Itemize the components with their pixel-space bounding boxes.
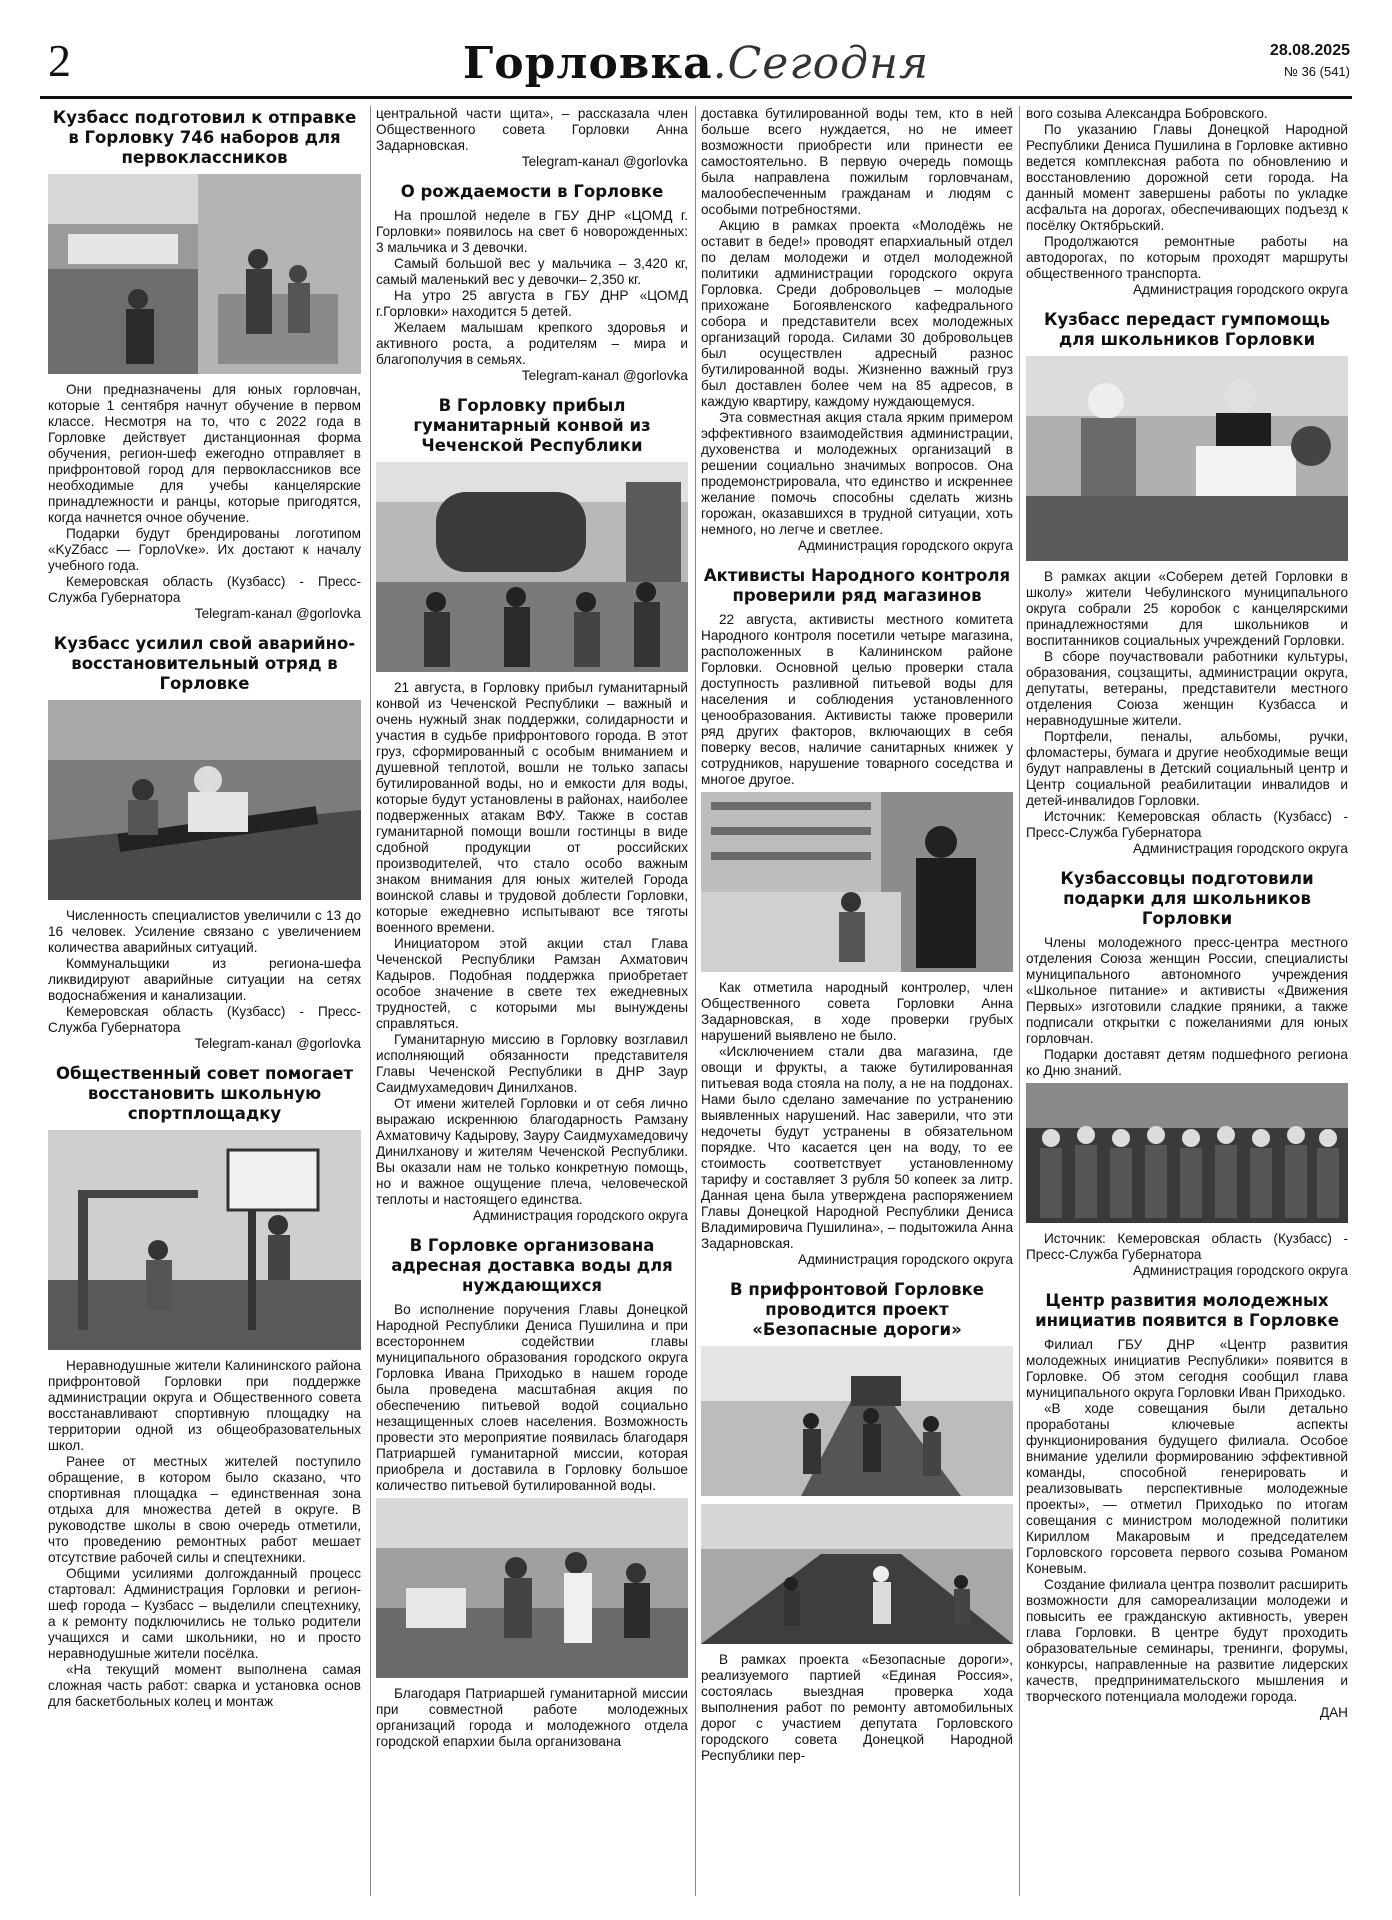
article-paragraph: Общими усилиями долгожданный процесс стартовал: Администрация Горловки и регион-шеф города – Кузбасс – выделили спецтехнику, а к ремонту подключились не только родители учащихся и сами школьники, но и просто неравнодушные жители посёлка. xyxy=(48,1566,361,1661)
photo-road-works xyxy=(701,1504,1013,1644)
photo-volunteers-packing xyxy=(48,174,361,374)
article-source: Telegram-канал @gorlovka xyxy=(521,154,688,169)
article-paragraph: Продолжаются ремонтные работы на автодорогах, по которым проходят маршруты общественного транспорта. xyxy=(1026,234,1348,281)
article-paragraph: 22 августа, активисты местного комитета Народного контроля посетили четыре магазина, расположенных в Калининском районе Горловки. Основной целью проверки стала доступность разливной питьевой воды для населения и соблюдения установленного ценообразования. Активисты также проверили ряд других факторов, включающих в себя поверку весов, наличие санитарных книжек у сотрудников, нарушение товарного соседства и многое другое. xyxy=(701,612,1013,787)
article-title: Кузбасс подготовил к отправке в Горловку 746 наборов для первоклассников xyxy=(52,108,357,167)
column-2 xyxy=(376,106,688,1896)
article-source: Администрация городского округа xyxy=(1132,1263,1348,1278)
photo-store-inspection xyxy=(701,792,1013,972)
article-paragraph: Ранее от местных жителей поступило обращение, в котором было сказано, что спортивная площадка – единственная зона отдыха для множества детей в округе. В руководстве школы в свою очередь отметили, что проведению ремонтных работ мешает отсутствие рабочей силы и спецтехники. xyxy=(48,1454,361,1565)
article-paragraph: На прошлой неделе в ГБУ ДНР «ЦОМД г. Горловки» появилось на свет 6 новорожденных: 3 мальчика и 3 девочки. xyxy=(376,208,688,255)
article-source: Администрация городского округа xyxy=(1132,282,1348,297)
column-divider xyxy=(370,106,371,1896)
column-4 xyxy=(1026,106,1348,1896)
article-paragraph: центральной части щита», – рассказала член Общественного совета Горловки Анна Задарновская. xyxy=(376,106,688,153)
article-paragraph: доставка бутилированной воды тем, кто в ней больше всего нуждается, но не имеет возможности приобрести или принести ее самостоятельно. В первую очередь помощь была направлена пожилым горловчанам, малообеспеченным гражданам и людям с особыми потребностями. xyxy=(701,106,1013,217)
article-paragraph: Эта совместная акция стала ярким примером эффективного взаимодействия администрации, духовенства и молодежных организаций в решении социально значимых вопросов. Она продемонстрировала, что единство и искреннее желание помочь способны сделать жизнь горожан, оказавшихся в трудной ситуации, хоть немного, но легче и светлее. xyxy=(701,410,1013,537)
article-paragraph: Коммунальщики из региона-шефа ликвидируют аварийные ситуации на сетях водоснабжения и канализации. xyxy=(48,956,361,1003)
photo-road-check xyxy=(701,1346,1013,1496)
page-number: 2 xyxy=(48,35,71,86)
column-1 xyxy=(48,106,361,1896)
article-paragraph: Кемеровская область (Кузбасс) - Пресс-Служба Губернатора xyxy=(48,1004,361,1035)
article-paragraph: Источник: Кемеровская область (Кузбасс) - Пресс-Служба Губернатора xyxy=(1026,809,1348,840)
masthead xyxy=(40,30,1352,100)
article-paragraph: Члены молодежного пресс-центра местного отделения Союза женщин России, специалисты муниципального автономного учреждения «Школьное питание» и активисты «Движения Первых» изготовили сладкие пряники, а также подписали открытки с пожеланиями для юных горловчан. xyxy=(1026,935,1348,1046)
article-paragraph: По указанию Главы Донецкой Народной Республики Дениса Пушилина в Горловке активно ведется комплексная работа по обновлению и восстановлению дорожной сети города. На данный момент завершены работы по укладке асфальта на дорогах, обеспечивающих подъезд к посёлку Октябрьский. xyxy=(1026,122,1348,233)
article-title: В Горловке организована адресная доставка воды для нуждающихся xyxy=(391,1236,673,1295)
article-paragraph: Они предназначены для юных горловчан, которые 1 сентября начнут обучение в первом классе. Несмотря на то, что с 2022 года в Горловке действует дистанционная форма обучения, регион-шеф ежегодно отправляет в прифронтовой город для первоклассников все необходимые для учебы канцелярские принадлежности и ранцы, которые пригодятся, когда начнется очное обучение. xyxy=(48,382,361,525)
header-rule xyxy=(40,96,1352,99)
article-paragraph: Кемеровская область (Кузбасс) - Пресс-Служба Губернатора xyxy=(48,574,361,605)
column-divider xyxy=(695,106,696,1896)
article-paragraph: вого созыва Александра Бобровского. xyxy=(1026,106,1268,121)
article-paragraph: Подарки будут брендированы логотипом «KyZбасс — ГорлоVке». Их достают к началу учебного года. xyxy=(48,526,361,573)
article-title: О рождаемости в Горловке xyxy=(400,182,664,201)
article-source: Администрация городского округа xyxy=(797,1252,1013,1267)
article-paragraph: Инициатором этой акции стал Глава Чеченской Республики Рамзан Ахматович Кадыров. Подобная поддержка приобретает особое значение в свете тех ежедневных трудностей, с которыми мы вынуждены справляться. xyxy=(376,936,688,1031)
article-paragraph: От имени жителей Горловки и от себя лично выражаю искреннюю благодарность Рамзану Ахматовичу Кадырову, Зауру Саидмухамедовичу Динилханову и жителям Чеченской Республики. Вы оказали нам не только конкретную помощь, но и важное ощущение плеча, человеческой теплоты и настоящего единства. xyxy=(376,1096,688,1207)
column-divider xyxy=(1019,106,1020,1896)
article-paragraph: Неравнодушные жители Калининского района прифронтовой Горловки при поддержке администрации округа и Общественного совета восстанавливают спортивную площадку на территории одной из общеобразовательных школ. xyxy=(48,1358,361,1453)
article-paragraph: Самый большой вес у мальчика – 3,420 кг, самый маленький вес у девочки– 2,350 кг. xyxy=(376,256,688,287)
title-italic: .Сегодня xyxy=(712,38,930,89)
photo-sports-ground xyxy=(48,1130,361,1350)
photo-group-with-gifts xyxy=(1026,1083,1348,1223)
issue-number: № 36 (541) xyxy=(1284,64,1350,79)
article-source: Telegram-канал @gorlovka xyxy=(194,1036,361,1051)
article-paragraph: Акцию в рамках проекта «Молодёжь не оставит в беде!» проводят епархиальный отдел по делам молодежи и отдел молодежной политики администрации городского округа Горловка. Среди добровольцев – молодые прихожане Богоявленского кафедрального собора и представители всех молодежных организаций города. Силами 30 добровольцев был осуществлен адресный разнос бутилированной воды. Жизненно важный груз был доставлен более чем на 85 адресов, в каждую квартиру, каждому нуждающемуся. xyxy=(701,218,1013,409)
article-paragraph: Численность специалистов увеличили с 13 до 16 человек. Усиление связано с увеличением количества аварийных ситуаций. xyxy=(48,908,361,955)
article-paragraph: На утро 25 августа в ГБУ ДНР «ЦОМД г.Горловки» находится 5 детей. xyxy=(376,288,688,319)
article-source: ДАН xyxy=(1319,1705,1348,1720)
article-paragraph: Как отметила народный контролер, член Общественного совета Горловки Анна Задарновская, в ходе проверки грубых нарушений выявлено не было. xyxy=(701,980,1013,1043)
column-3 xyxy=(701,106,1013,1896)
article-paragraph: В сборе поучаствовали работники культуры, образования, соцзащиты, администрации округа, депутаты, ветераны, представители местного отделения Союза женщин Кузбасса и неравнодушные жители. xyxy=(1026,649,1348,728)
article-paragraph: «На текущий момент выполнена самая сложная часть работ: сварка и установка основ для баскетбольных колец и монтаж xyxy=(48,1662,361,1709)
issue-date: 28.08.2025 xyxy=(1269,42,1350,59)
title-main: Горловка xyxy=(462,38,713,89)
article-title: В Горловку прибыл гуманитарный конвой из Чеченской Республики xyxy=(413,396,651,455)
photo-school-supplies xyxy=(1026,356,1348,561)
article-paragraph: 21 августа, в Горловку прибыл гуманитарный конвой из Чеченской Республики – важный и очень нужный знак поддержки, солидарности и участия в судьбе прифронтового города. В этот груз, сформированный с особым вниманием и душевной теплотой, вошли не только запасы бутилированной воды, но и емкости для воды, которые будут установлены в районах, наиболее подверженных атакам ВФУ. Также в состав гуманитарной помощи вошли гостинцы в виде сдобной продукции от российских производителей, что стало особо важным знаком внимания для юных жителей Города воинской славы и трудовой доблести Горловки, которые ежедневно испытывают все тяготы военного времени. xyxy=(376,680,688,935)
article-paragraph: В рамках акции «Соберем детей Горловки в школу» жители Чебулинского муниципального округа собрали 25 коробок с канцелярскими принадлежностями для школьников и воспитанников социальных учреждений Горловки. xyxy=(1026,569,1348,648)
article-paragraph: Источник: Кемеровская область (Кузбасс) - Пресс-Служба Губернатора xyxy=(1026,1231,1348,1262)
photo-water-delivery xyxy=(376,1498,688,1678)
article-title: Общественный совет помогает восстановить школьную спортплощадку xyxy=(55,1064,354,1123)
article-title: Центр развития молодежных инициатив появится в Горловке xyxy=(1035,1291,1339,1330)
article-paragraph: Создание филиала центра позволит расширить возможности для самореализации молодежи и повысить ее гражданскую активность, уверен глава Горловки. В центре будут проходить образовательные семинары, тренинги, форумы, конкурсы, направленные на развитие лидерских качеств, предпринимательского мышления и творческого потенциала молодежи города. xyxy=(1026,1577,1348,1704)
article-source: Администрация городского округа xyxy=(1132,841,1348,856)
photo-pipe-repair xyxy=(48,700,361,900)
article-title: Кузбассовцы подготовили подарки для школьников Горловки xyxy=(1060,869,1314,928)
article-paragraph: «В ходе совещания были детально проработаны ключевые аспекты функционирования будущего филиала. Особое внимание уделили формированию эффективной команды, способной генерировать и реализовывать перспективные молодежные проекты», — отметил Приходько по итогам совещания с министром молодежной политики Кириллом Макаровым и председателем Горловского горсовета первого созыва Романом Коневым. xyxy=(1026,1401,1348,1576)
article-paragraph: Гуманитарную миссию в Горловку возглавил исполняющий обязанности представителя Главы Чеченской Республики в ДНР Заур Саидмухамедович Динилханов. xyxy=(376,1032,688,1095)
article-title: Кузбасс усилил свой аварийно-восстановительный отряд в Горловке xyxy=(53,634,356,693)
article-paragraph: В рамках проекта «Безопасные дороги», реализуемого партией «Единая Россия», состоялась выездная проверка хода выполнения работ по ремонту автомобильных дорог с участием депутата Горловского городского совета Донецкой Народной Республики пер- xyxy=(701,1652,1013,1763)
article-title: Кузбасс передаст гумпомощь для школьников Горловки xyxy=(1043,310,1331,349)
article-title: Активисты Народного контроля проверили ряд магазинов xyxy=(703,566,1011,605)
article-paragraph: Филиал ГБУ ДНР «Центр развития молодежных инициатив Республики» появится в Горловке. Об этом сегодня сообщил глава муниципального округа Горловки Иван Приходько. xyxy=(1026,1337,1348,1400)
photo-convoy xyxy=(376,462,688,672)
article-paragraph: «Исключением стали два магазина, где овощи и фрукты, а также бутилированная питьевая вода стояла на полу, а не на поддонах. Нами было сделано замечание по устранению выявленных нарушений. Нас заверили, что эти недочеты будут устранены в обязательном порядке. Что касается цен на воду, то ее стоимость соответствует установленному тарифу и составляет 3 рубля 50 копеек за литр. Данная цена была утверждена распоряжением Главы Донецкой Народной Республики Дениса Владимировича Пушилина», – подытожила Анна Задарновская. xyxy=(701,1044,1013,1251)
article-paragraph: Благодаря Патриаршей гуманитарной миссии при совместной работе молодежных организаций города и молодежного отдела городской епархии была организована xyxy=(376,1686,688,1749)
article-source: Администрация городского округа xyxy=(472,1208,688,1223)
article-paragraph: Во исполнение поручения Главы Донецкой Народной Республики Дениса Пушилина и при всестороннем содействии главы муниципального образования городского округа Горловка Ивана Приходько в нашем городе была проведена масштабная акция по обеспечению питьевой водой социально незащищенных слоев населения. Возможность провести это мероприятие появилась благодаря Патриаршей гуманитарной миссии, которая приобрела и доставила в Горловку большое количество питьевой бутилированной воды. xyxy=(376,1302,688,1493)
article-paragraph: Портфели, пеналы, альбомы, ручки, фломастеры, бумага и другие необходимые вещи будут направлены в Детский социальный центр и Центр социальной реабилитации инвалидов и детей-инвалидов Горловки. xyxy=(1026,729,1348,808)
article-source: Telegram-канал @gorlovka xyxy=(194,606,361,621)
article-paragraph: Подарки доставят детям подшефного региона ко Дню знаний. xyxy=(1026,1047,1348,1078)
article-source: Администрация городского округа xyxy=(797,538,1013,553)
article-paragraph: Желаем малышам крепкого здоровья и активного роста, а родителям – мира и благополучия в семьях. xyxy=(376,320,688,367)
article-source: Telegram-канал @gorlovka xyxy=(521,368,688,383)
newspaper-title xyxy=(40,38,1352,89)
article-title: В прифронтовой Горловке проводится проект «Безопасные дороги» xyxy=(730,1280,984,1339)
